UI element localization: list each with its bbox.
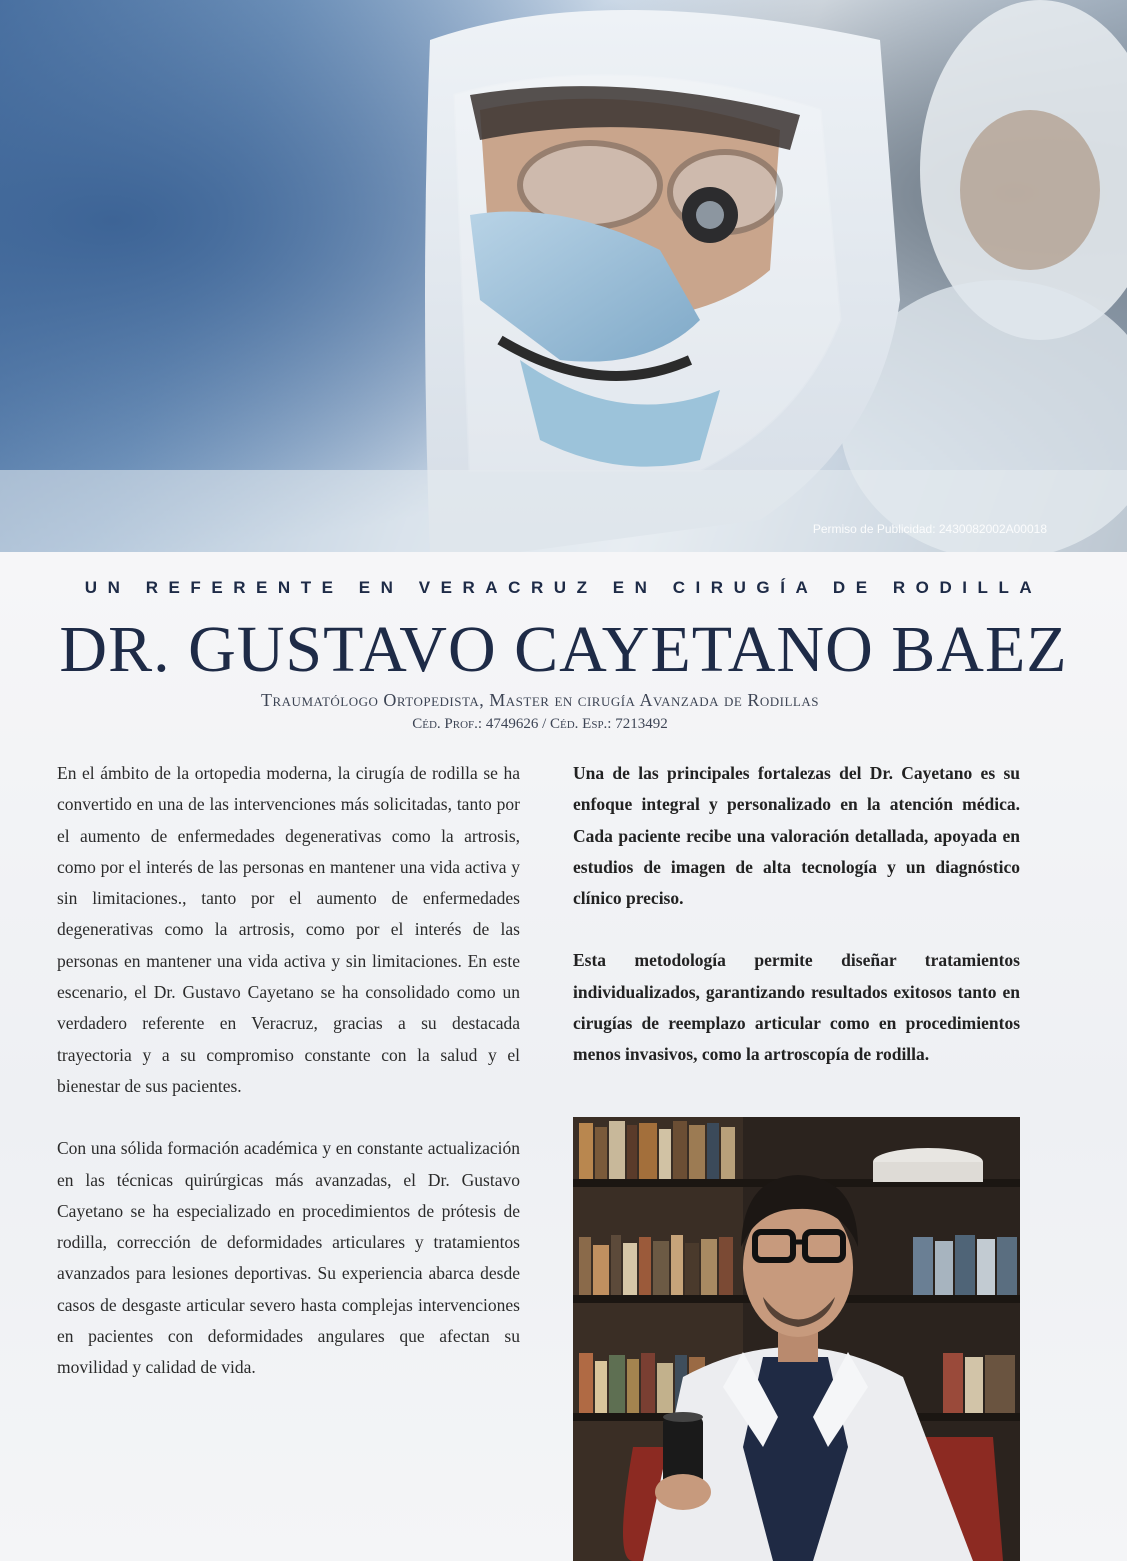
left-paragraph: En el ámbito de la ortopedia moderna, la cirugía de rodilla se ha convertido en una de las intervenciones más solicitadas, tanto por el aumento de enfermedades degenerativas como la artrosis, como por el interés de las personas en mantener una vida activa y sin limitaciones., tanto por el aumento de enfermedades degenerativas como la artrosis, como por el interés de las personas en mantener una vida activa y sin limitaciones. En este escenario, el Dr. Gustavo Cayetano se ha consolidado como un verdadero referente en Veracruz, gracias a su destacada trayectoria y a su compromiso constante con la salud y el bienestar de sus pacientes.: [57, 763, 520, 1096]
right-text-column: [573, 758, 1020, 1071]
advertising-permit-text: Permiso de Publicidad: 2430082002A00018: [812, 522, 1047, 536]
hero-surgeon-photo: [0, 0, 1127, 552]
doctor-name-title: DR. GUSTAVO CAYETANO BAEZ: [59, 613, 1068, 686]
left-text-column: [57, 758, 520, 1384]
doctor-portrait-photo: [573, 1117, 1020, 1561]
specialty-subtitle: Traumatólogo Ortopedista, Master en cirugía Avanzada de Rodillas: [261, 690, 819, 710]
left-paragraph: Con una sólida formación académica y en constante actualización en las técnicas quirúrgicas más avanzadas, el Dr. Gustavo Cayetano se ha especializado en procedimientos de prótesis de rodilla, corrección de deformidades articulares y tratamientos avanzados para lesiones deportivas. Su experiencia abarca desde casos de desgaste articular severo hasta complejas intervenciones en pacientes con deformidades angulares que afectan su movilidad y calidad de vida.: [57, 1138, 520, 1378]
right-paragraph: Esta metodología permite diseñar tratamientos individualizados, garantizando resultados exitosos tanto en cirugías de reemplazo articular como en procedimientos menos invasivos, como la artroscopía de rodilla.: [573, 950, 1020, 1065]
right-paragraph: Una de las principales fortalezas del Dr. Cayetano es su enfoque integral y personalizado en la atención médica. Cada paciente recibe una valoración detallada, apoyada en estudios de imagen de alta tecnología y un diagnóstico clínico preciso.: [573, 763, 1020, 909]
doctor-portrait-illustration: [573, 1117, 1020, 1561]
surgeon-illustration: [0, 0, 1127, 552]
kicker-heading: UN REFERENTE EN VERACRUZ EN CIRUGÍA DE RODILLA: [84, 578, 1043, 597]
license-credentials: Céd. Prof.: 4749626 / Céd. Esp.: 7213492: [412, 716, 668, 732]
